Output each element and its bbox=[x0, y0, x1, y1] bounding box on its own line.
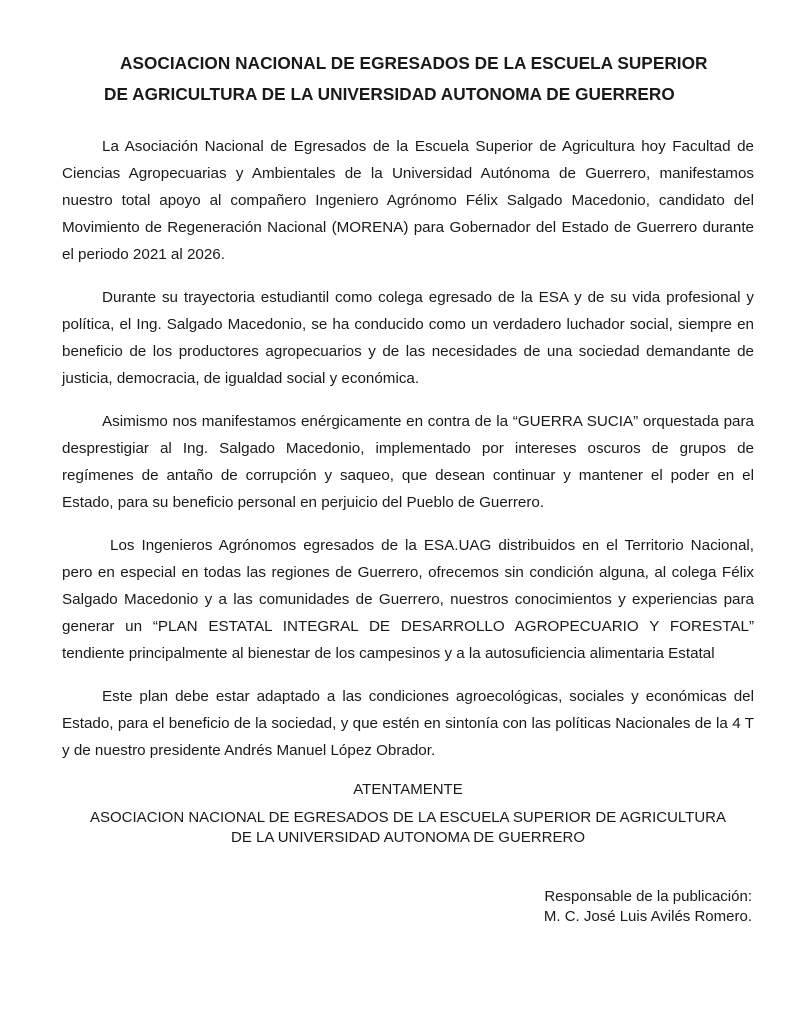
paragraph-agronomists: Los Ingenieros Agrónomos egresados de la ESA.UAG distribuidos en el Territorio Nacional, pero en especial en todas las regiones de Guerrero, ofrecemos sin condición alguna, al colega Félix Salgado Macedonio y a las comunidades de Guerrero, nuestros conocimientos y experiencias para generar un “PLAN ESTATAL INTEGRAL DE DESARROLLO AGROPECUARIO Y FORESTAL” tendiente principalmente al bienestar de los campesinos y a la autosuficiencia alimentaria Estatal bbox=[62, 537, 754, 662]
closing-block bbox=[62, 780, 754, 848]
paragraph-plan: Este plan debe estar adaptado a las condiciones agroecológicas, sociales y económicas del Estado, para el beneficio de la sociedad, y que estén en sintonía con las políticas Nacionales de la 4 T y de nuestro presidente Andrés Manuel López Obrador. bbox=[62, 688, 754, 759]
signature-name: M. C. José Luis Avilés Romero. bbox=[543, 908, 752, 925]
closing-attentively: ATENTAMENTE bbox=[353, 781, 463, 798]
signature-block bbox=[544, 887, 752, 927]
document-title bbox=[62, 0, 754, 110]
title-line-1: ASOCIACION NACIONAL DE EGRESADOS DE LA ESCUELA SUPERIOR bbox=[120, 53, 708, 73]
closing-org-line-2: DE LA UNIVERSIDAD AUTONOMA DE GUERRERO bbox=[231, 829, 585, 846]
paragraph-trajectory: Durante su trayectoria estudiantil como colega egresado de la ESA y de su vida profesional y política, el Ing. Salgado Macedonio, se ha conducido como un verdadero luchador social, siempre en beneficio de los productores agropecuarios y de las necesidades de una sociedad demandante de justicia, democracia, de igualdad social y económica. bbox=[62, 289, 754, 387]
paragraph-dirty-war: Asimismo nos manifestamos enérgicamente en contra de la “GUERRA SUCIA” orquestada para desprestigiar al Ing. Salgado Macedonio, implementado por intereses oscuros de grupos de regímenes de antaño de corrupción y saqueo, que desean continuar y mantener el poder en el Estado, para su beneficio personal en perjuicio del Pueblo de Guerrero. bbox=[62, 413, 754, 511]
signature-label: Responsable de la publicación: bbox=[544, 888, 752, 905]
title-line-2: DE AGRICULTURA DE LA UNIVERSIDAD AUTONOMA DE GUERRERO bbox=[104, 84, 675, 104]
paragraph-support: La Asociación Nacional de Egresados de la Escuela Superior de Agricultura hoy Facultad de Ciencias Agropecuarias y Ambientales de la Universidad Autónoma de Guerrero, manifestamos nuestro total apoyo al compañero Ingeniero Agrónomo Félix Salgado Macedonio, candidato del Movimiento de Regeneración Nacional (MORENA) para Gobernador del Estado de Guerrero durante el periodo 2021 al 2026. bbox=[62, 138, 754, 263]
closing-org-line-1: ASOCIACION NACIONAL DE EGRESADOS DE LA ESCUELA SUPERIOR DE AGRICULTURA bbox=[90, 809, 726, 826]
document-body bbox=[62, 133, 754, 764]
